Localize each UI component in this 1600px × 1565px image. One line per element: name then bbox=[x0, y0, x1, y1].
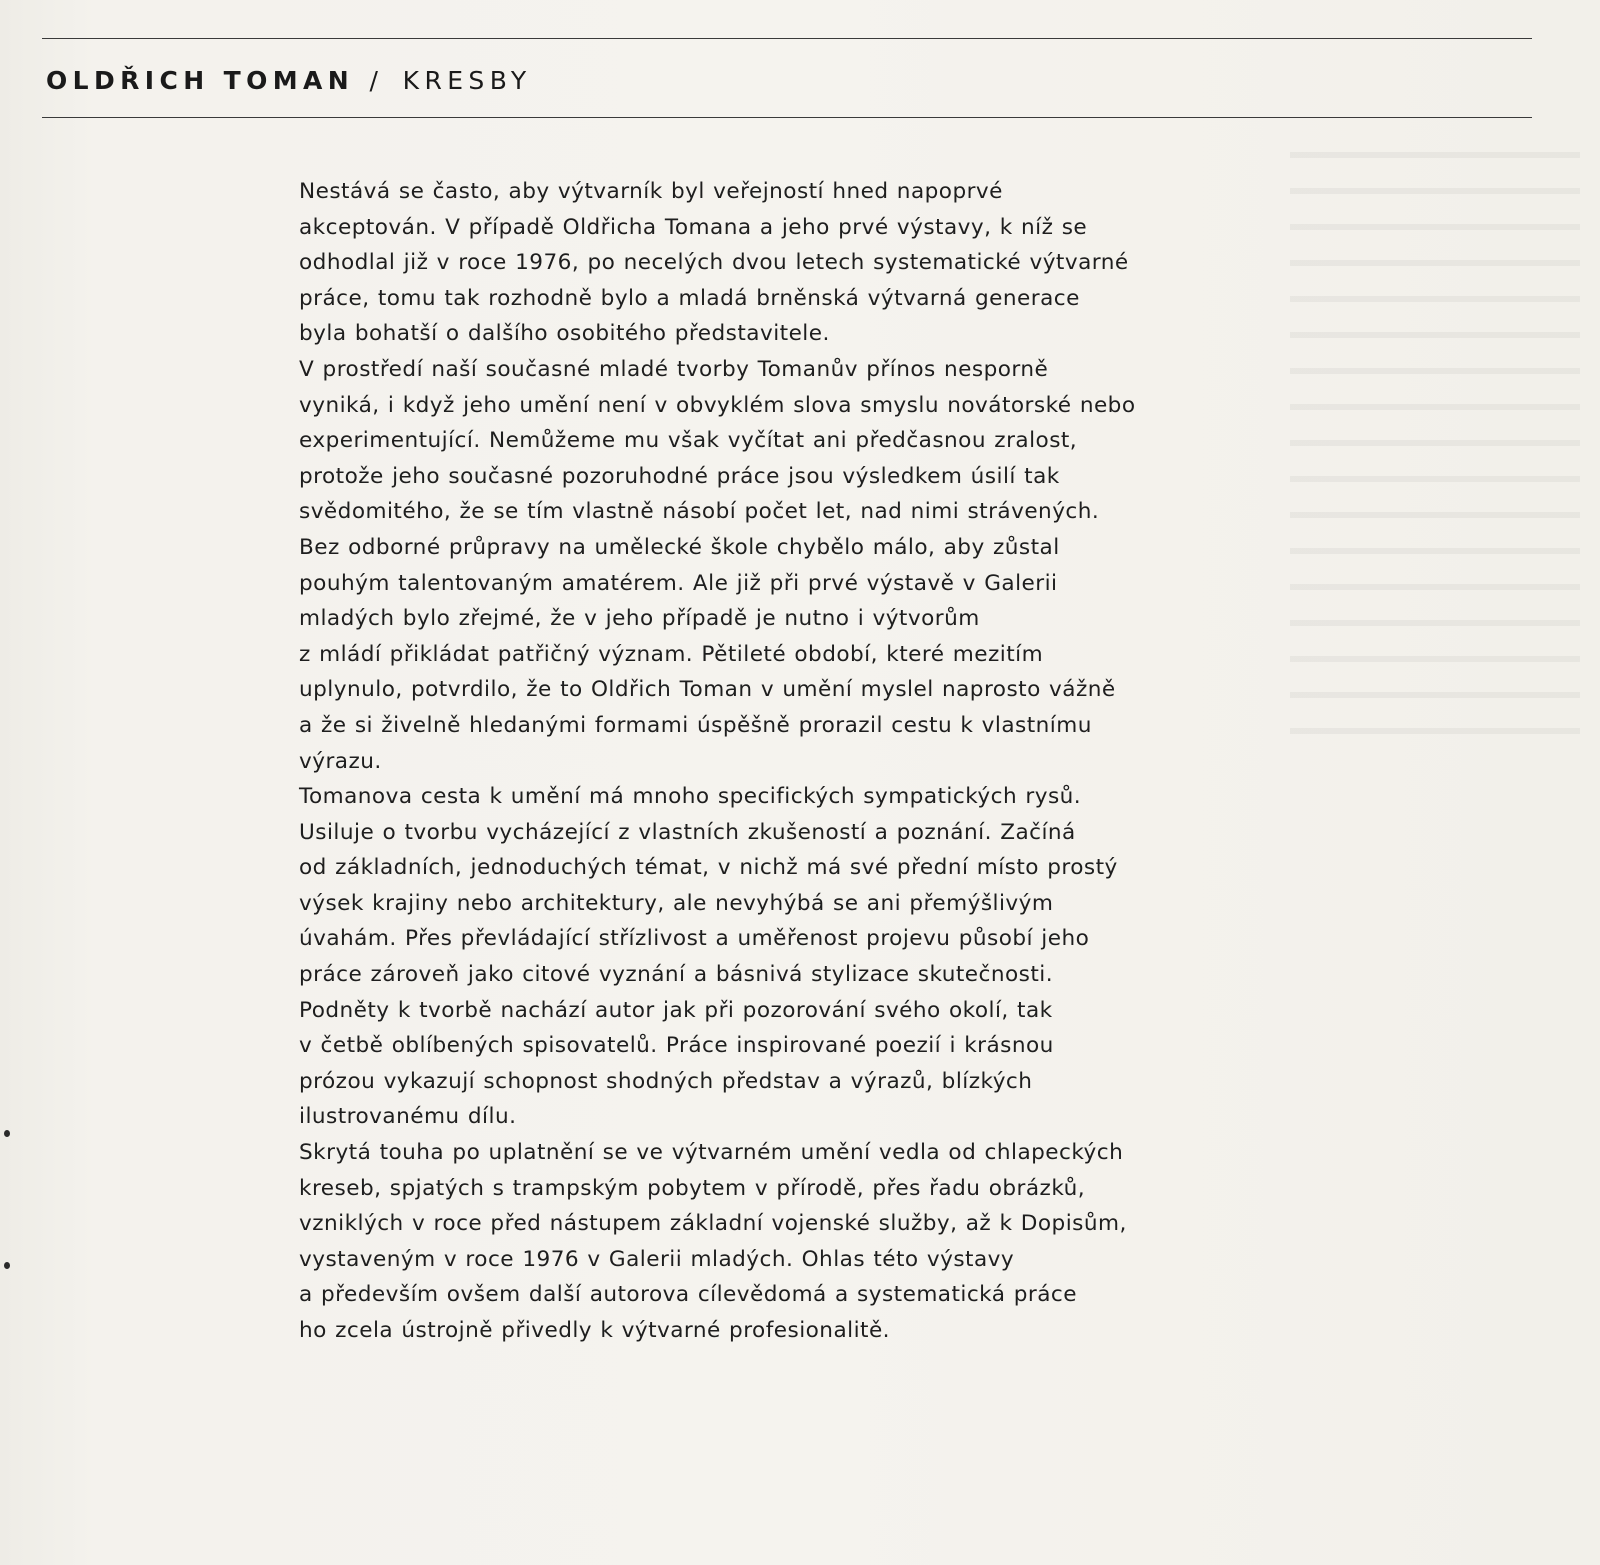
text-line: prózou vykazují schopnost shodných představ a výrazů, blízkých bbox=[299, 1068, 1033, 1094]
text-line: úvahám. Přes převládající střízlivost a uměřenost projevu působí jeho bbox=[299, 926, 1090, 952]
text-line: práce zároveň jako citové vyznání a básnivá stylizace skutečnosti. bbox=[299, 962, 1054, 988]
text-line: Podněty k tvorbě nachází autor jak při pozorování svého okolí, tak bbox=[299, 997, 1053, 1023]
text-line: od základních, jednoduchých témat, v nichž má své přední místo prostý bbox=[299, 855, 1118, 881]
text-line: Nestává se často, aby výtvarník byl veřejností hned napoprvé bbox=[299, 179, 1003, 204]
text-line: kreseb, spjatých s trampským pobytem v přírodě, přes řadu obrázků, bbox=[299, 1175, 1086, 1201]
text-line: vzniklých v roce před nástupem základní vojenské služby, až k Dopisům, bbox=[299, 1211, 1127, 1237]
text-line: práce, tomu tak rozhodně bylo a mladá brněnská výtvarná generace bbox=[299, 285, 1080, 311]
header-subtitle: KRESBY bbox=[402, 66, 532, 95]
body-text bbox=[299, 174, 1299, 1349]
text-line: výsek krajiny nebo architektury, ale nevyhýbá se ani přemýšlivým bbox=[299, 890, 1054, 916]
header-separator: / bbox=[369, 66, 384, 95]
text-line: výrazu. bbox=[299, 748, 382, 774]
top-rule bbox=[42, 38, 1532, 39]
text-line: a že si živelně hledanými formami úspěšně prorazil cestu k vlastnímu bbox=[299, 712, 1092, 738]
text-line: uplynulo, potvrdilo, že to Oldřich Toman v umění myslel naprosto vážně bbox=[299, 677, 1116, 703]
text-line: ilustrovanému dílu. bbox=[299, 1104, 517, 1130]
text-line: byla bohatší o dalšího osobitého představitele. bbox=[299, 321, 830, 347]
text-line: vyniká, i když jeho umění není v obvyklém slova smyslu novátorské nebo bbox=[299, 392, 1136, 418]
text-line: z mládí přikládat patřičný význam. Pětileté období, které mezitím bbox=[299, 641, 1044, 667]
text-line: experimentující. Nemůžeme mu však vyčítat ani předčasnou zralost, bbox=[299, 428, 1078, 454]
show-through-text bbox=[1290, 130, 1580, 750]
page-header bbox=[46, 66, 532, 95]
text-line: ho zcela ústrojně přivedly k výtvarné profesionalitě. bbox=[299, 1318, 890, 1343]
text-line: V prostředí naší současné mladé tvorby Tomanův přínos nesporně bbox=[299, 356, 1049, 382]
text-line: mladých bylo zřejmé, že v jeho případě je nutno i výtvorům bbox=[299, 606, 980, 632]
header-rule bbox=[42, 117, 1532, 118]
text-line: a především ovšem další autorova cílevědomá a systematická práce bbox=[299, 1282, 1077, 1308]
binding-mark bbox=[4, 1262, 10, 1269]
text-line: odhodlal již v roce 1976, po necelých dvou letech systematické výtvarné bbox=[299, 250, 1129, 276]
header-author: OLDŘICH TOMAN bbox=[46, 66, 355, 95]
text-line: protože jeho současné pozoruhodné práce jsou výsledkem úsilí tak bbox=[299, 463, 1060, 489]
text-line: svědomitého, že se tím vlastně násobí počet let, nad nimi strávených. bbox=[299, 499, 1100, 525]
text-line: vystaveným v roce 1976 v Galerii mladých. Ohlas této výstavy bbox=[299, 1246, 1015, 1272]
text-line: Skrytá touha po uplatnění se ve výtvarném umění vedla od chlapeckých bbox=[299, 1140, 1124, 1166]
text-line: Tomanova cesta k umění má mnoho specifických sympatických rysů. bbox=[299, 784, 1082, 810]
text-line: v četbě oblíbených spisovatelů. Práce inspirované poezií i krásnou bbox=[299, 1033, 1054, 1059]
text-line: Bez odborné průpravy na umělecké škole chybělo málo, aby zůstal bbox=[299, 534, 1060, 560]
text-line: akceptován. V případě Oldřicha Tomana a jeho prvé výstavy, k níž se bbox=[299, 214, 1088, 240]
binding-mark bbox=[4, 1130, 10, 1137]
text-line: Usiluje o tvorbu vycházející z vlastních zkušeností a poznání. Začíná bbox=[299, 819, 1076, 845]
text-line: pouhým talentovaným amatérem. Ale již při prvé výstavě v Galerii bbox=[299, 570, 1058, 596]
